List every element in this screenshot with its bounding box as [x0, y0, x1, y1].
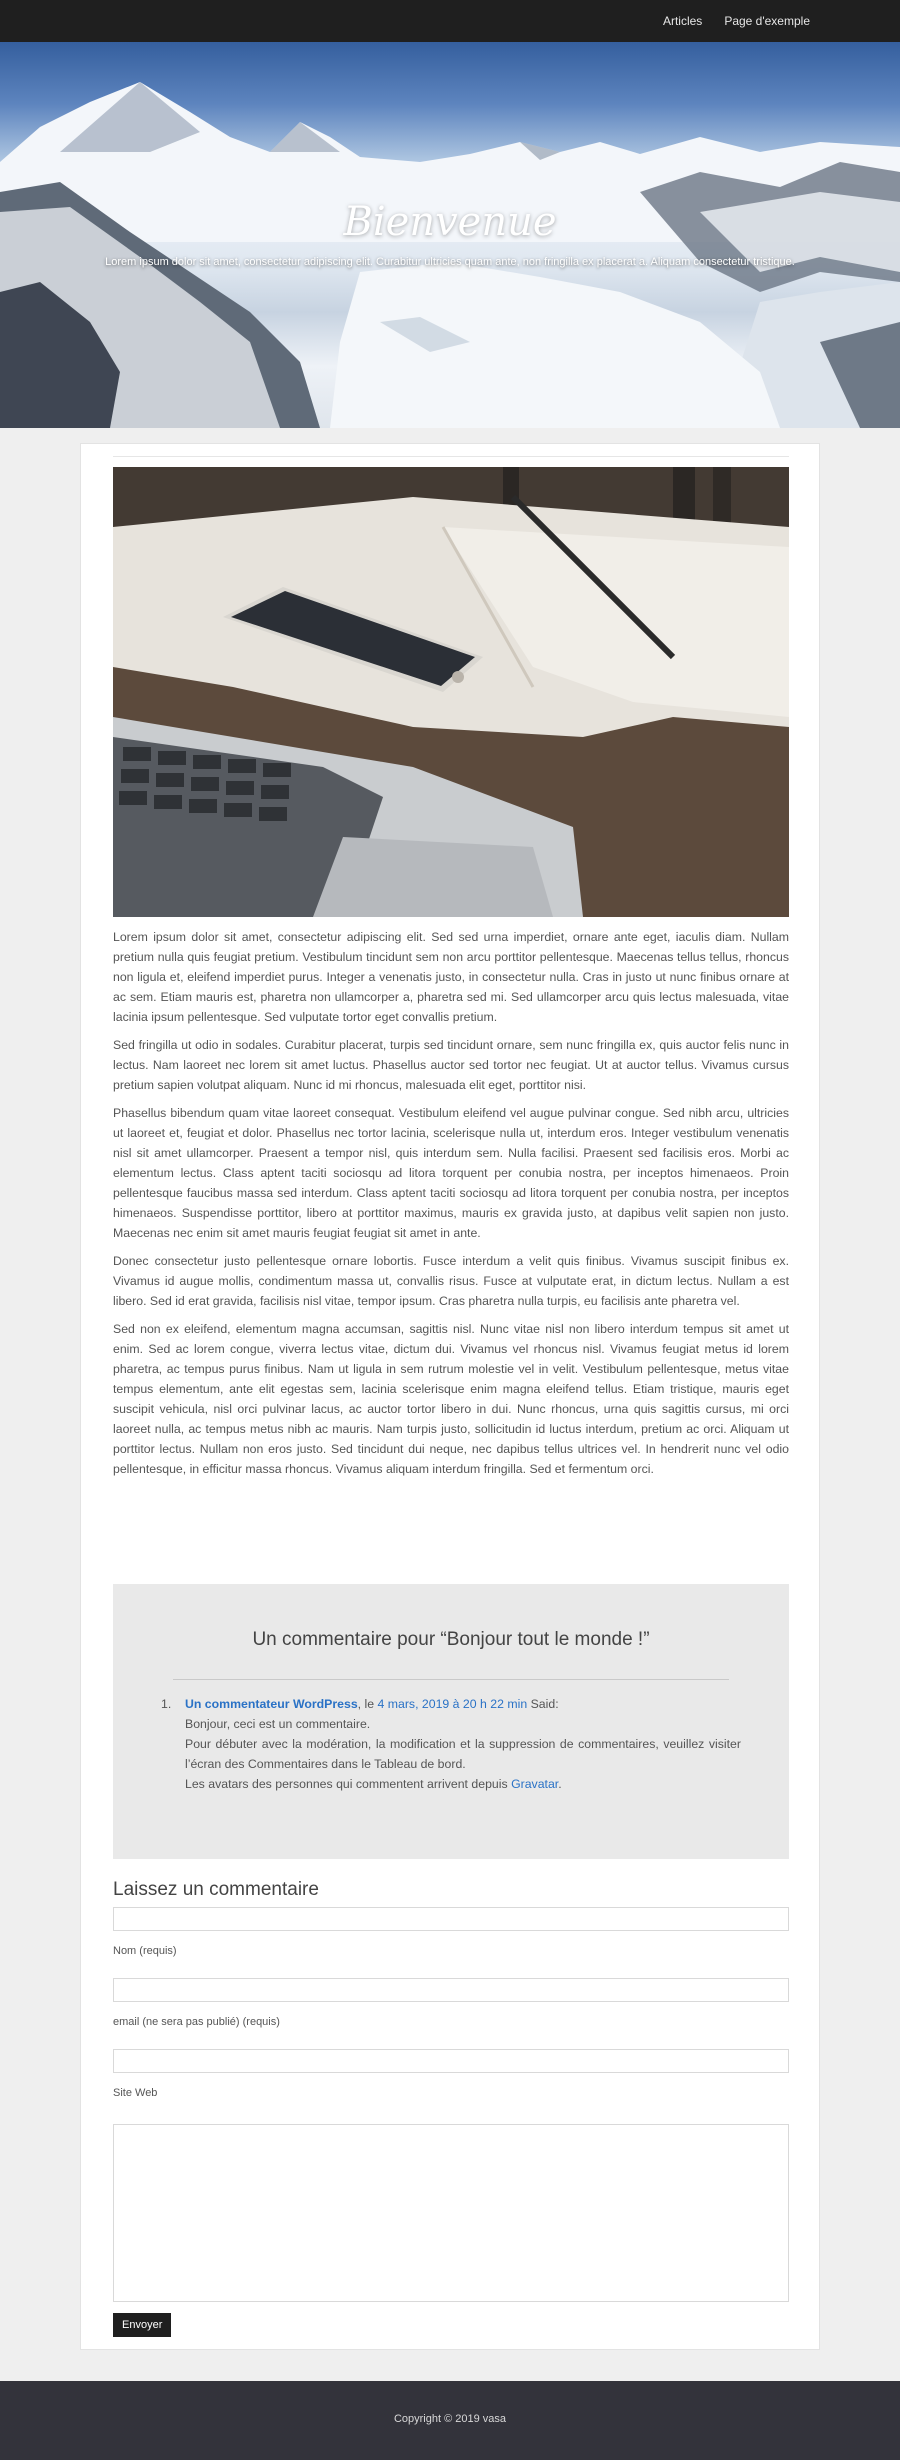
top-navbar: [0, 0, 900, 42]
comments-section: [113, 1584, 789, 1859]
post-paragraph: Sed fringilla ut odio in sodales. Curabitur placerat, turpis sed tincidunt ornare, sem nunc fringilla ex, quis auctor felis nunc in lectus. Nam laoreet nec lorem sit amet luctus. Phasellus auctor sed tortor nec feugiat. Ut at auctor tellus. Vivamus cursus pretium sapien volutpat aliquam. Nunc id mi rhoncus, malesuada elit eget, porttitor nisi.: [113, 1038, 789, 1092]
post-content: [113, 927, 789, 1487]
hero-banner: [0, 42, 900, 428]
name-label: Nom (requis): [113, 1945, 177, 1957]
site-footer: [0, 2381, 900, 2460]
website-field[interactable]: [113, 2049, 789, 2073]
comment-said: Said:: [527, 1697, 559, 1711]
post-paragraph: Donec consectetur justo pellentesque ornare lobortis. Fusce interdum a velit quis finibus. Vivamus suscipit finibus ex. Vivamus id augue mollis, condimentum massa ut, convallis risus. Fusce at vulputate erat, in dictum lectus. Nullam a est libero. Sed id erat gravida, facilisis nisl vitae, tempor ipsum. Cras pharetra nulla turpis, eu facilisis ante pharetra vel.: [113, 1254, 789, 1308]
nav-link-articles[interactable]: Articles: [662, 14, 703, 28]
comment-number: 1.: [161, 1697, 172, 1711]
featured-image: [113, 467, 789, 917]
nav-link-sample-page[interactable]: Page d'exemple: [724, 14, 810, 28]
main-nav: [663, 0, 810, 42]
post-paragraph: Lorem ipsum dolor sit amet, consectetur adipiscing elit. Sed sed urna imperdiet, ornare ante eget, iaculis diam. Nullam pretium nulla quis feugiat pretium. Vestibulum tincidunt sem non arcu porttitor pellentesque. Maecenas tellus tellus, rhoncus non ligula et, eleifend imperdiet purus. Integer a venenatis justo, in consectetur nulla. Cras in justo ut nunc finibus ornare at ac sem. Etiam mauris est, pharetra non ullamcorper a, pharetra sed mi. Sed ullamcorper arcu quis lectus malesuada, vitae lacinia ipsum pellentesque. Sed vulputate tortor eget convallis pretium.: [113, 930, 789, 1024]
gravatar-link[interactable]: Gravatar: [511, 1777, 559, 1791]
email-field[interactable]: [113, 1978, 789, 2002]
comments-heading: Un commentaire pour “Bonjour tout le monde !”: [252, 1629, 650, 1650]
comment-date-link[interactable]: 4 mars, 2019 à 20 h 22 min: [377, 1697, 528, 1711]
desk-photo-image: [113, 467, 789, 917]
comment-text-end: .: [558, 1777, 562, 1791]
site-title: Bienvenue: [343, 199, 557, 245]
comment-body: [185, 1694, 741, 1794]
divider: [113, 456, 789, 457]
comment-author-link[interactable]: Un commentateur WordPress: [185, 1697, 358, 1711]
comment-text-line: Pour débuter avec la modération, la modification et la suppression de commentaires, veuillez visiter l’écran des Commentaires dans le Tableau de bord.: [185, 1737, 741, 1771]
reply-form: [113, 1879, 789, 2331]
comments-divider: [173, 1679, 729, 1680]
comment-date-prefix: , le: [357, 1697, 378, 1711]
name-field[interactable]: [113, 1907, 789, 1931]
post-paragraph: Phasellus bibendum quam vitae laoreet consequat. Vestibulum eleifend vel augue pulvinar congue. Sed nibh arcu, ultricies ut laoreet et, feugiat et dolor. Phasellus nec tortor lacinia, scelerisque nulla ut, interdum eros. Integer vestibulum venenatis nisl sit amet ullamcorper. Praesent a tempor nisl, quis interdum sem. Nulla facilisi. Praesent sed facilisis eros. Morbi ac elementum lectus. Class aptent taciti sociosqu ad litora torquent per conubia nostra, per inceptos himenaeos. Proin pellentesque faucibus massa sed interdum. Class aptent taciti sociosqu ad litora torquent per conubia nostra, per inceptos himenaeos. Suspendisse porttitor, libero at porttitor maximus, mauris ex gravida justo, at dapibus velit sapien non justo. Maecenas nec enim sit amet mauris feugiat feugiat sit amet in ante.: [113, 1106, 789, 1240]
website-label: Site Web: [113, 2087, 158, 2099]
post-paragraph: Sed non ex eleifend, elementum magna accumsan, sagittis nisl. Nunc vitae nisl non libero interdum tempus sit amet ut enim. Sed ac lorem congue, viverra lectus vitae, dictum dui. Vivamus vel rhoncus nisl. Vivamus feugiat metus id lorem pharetra, ac tempus purus finibus. Nam ut ligula in sem rutrum molestie vel in velit. Vestibulum pellentesque, metus vitae tempus elementum, ante elit egestas sem, lacinia scelerisque enim magna eleifend tellus. Etiam tristique, mauris eget suscipit vehicula, nisl orci pulvinar lacus, ac auctor tortor libero in dui. Nunc rhoncus, urna quis sagittis cursus, mi orci laoreet nulla, ac tempus metus nibh ac mauris. Nam turpis justo, sollicitudin id luctus interdum, pretium ac orci. Aliquam ut porttitor lectus. Nullam non eros justo. Sed tincidunt dui neque, nec dapibus tellus ultrices vel. In hendrerit nunc vel odio pellentesque, in efficitur massa rhoncus. Vivamus aliquam interdum fringilla. Sed et fermentum orci.: [113, 1322, 789, 1476]
reply-heading: Laissez un commentaire: [113, 1879, 319, 1900]
submit-comment-button[interactable]: Envoyer: [113, 2313, 171, 2337]
site-tagline: Lorem ipsum dolor sit amet, consectetur adipiscing elit. Curabitur ultricies quam ante, non fringilla ex placerat a. Aliquam consectetur tristique.: [105, 256, 795, 268]
post-card: [80, 443, 820, 2350]
email-label: email (ne sera pas publié) (requis): [113, 2016, 280, 2028]
copyright-text: Copyright © 2019 vasa: [393, 2413, 507, 2425]
comment-text-line: Bonjour, ceci est un commentaire.: [185, 1717, 371, 1731]
comment-textarea[interactable]: [113, 2124, 789, 2302]
comment-text-line: Les avatars des personnes qui commentent arrivent depuis: [185, 1777, 512, 1791]
